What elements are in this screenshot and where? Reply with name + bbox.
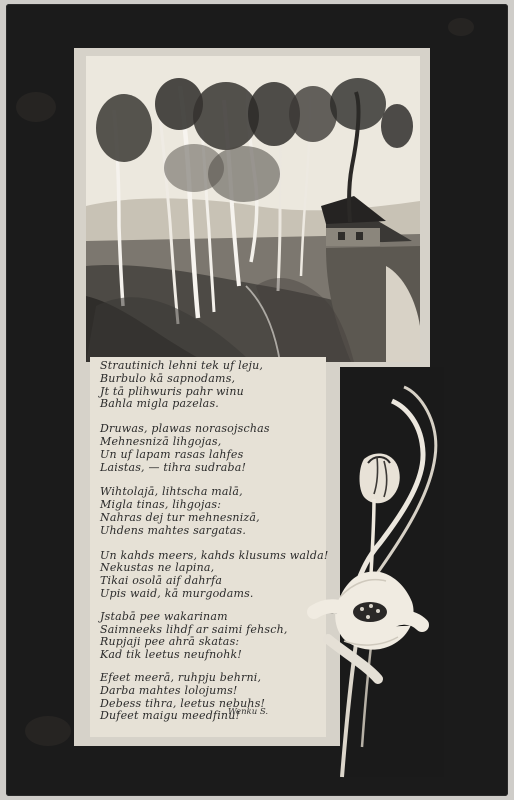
card-stain-1 — [16, 92, 56, 122]
poem-line: Druwas, plawas norasojschas — [100, 422, 270, 436]
poem-line: Tikai osolā aif dahrfa — [100, 574, 223, 588]
poem-line: Un kahds meers, kahds klusums walda! — [100, 548, 329, 562]
poem-line: Rupjaji pee ahrā skatas: — [100, 635, 240, 649]
poem-stanza-3 — [100, 486, 322, 537]
poem-line: Strautinich lehni tek uf leju, — [100, 359, 264, 372]
poem-stanza-4 — [100, 548, 329, 601]
poem-line: Jt tā plihwuris pahr winu — [100, 384, 244, 398]
poem-stanza-1 — [100, 360, 322, 411]
poem-line: Saimneeks lihdf ar saimi fehsch, — [100, 622, 288, 636]
poem-line: Nahras dej tur mehnesnizā, — [100, 510, 260, 524]
poem-line: Debess tihra, leetus nebuhs! — [100, 696, 266, 710]
poem-line: Bahla migla pazelas. — [100, 397, 219, 411]
poem-line: Mehnesnizā lihgojas, — [100, 434, 222, 448]
card-stain-2 — [448, 18, 474, 36]
poem-line: Kad tik leetus neufnohk! — [100, 648, 243, 662]
poem-line: Dufeet maigu meedfinu! — [100, 709, 241, 723]
poem-line: Wihtolajā, lihtscha malā, — [100, 485, 243, 499]
poem-line: Burbulo kā sapnodams, — [100, 371, 236, 385]
poem-text — [100, 359, 329, 733]
poem-line: Migla tinas, lihgojas: — [100, 498, 222, 512]
poem-signature: Wenku S. — [228, 707, 269, 717]
poem-stanza-5 — [100, 611, 322, 662]
poem-line: Jstabā pee wakarinam — [100, 609, 228, 623]
poem-line: Upis waid, kā murgodams. — [100, 586, 254, 600]
poem-line: Laistas, — tihra sudraba! — [100, 460, 247, 474]
poem-line: Darba mahtes lolojums! — [100, 683, 238, 697]
poem-line: Efeet meerā, ruhpju behrni, — [100, 670, 262, 684]
landscape-illustration — [86, 56, 420, 362]
poem-stanza-2 — [100, 423, 322, 474]
poem-line: Uhdens mahtes sargatas. — [100, 523, 247, 537]
poem-stanza-6 — [100, 672, 322, 723]
landscape-drawing — [86, 56, 420, 362]
card-stain-3 — [25, 716, 71, 746]
poem-line: Un uf lapam rasas lahfes — [100, 447, 244, 461]
poem-line: Nekustas ne lapina, — [100, 561, 215, 575]
